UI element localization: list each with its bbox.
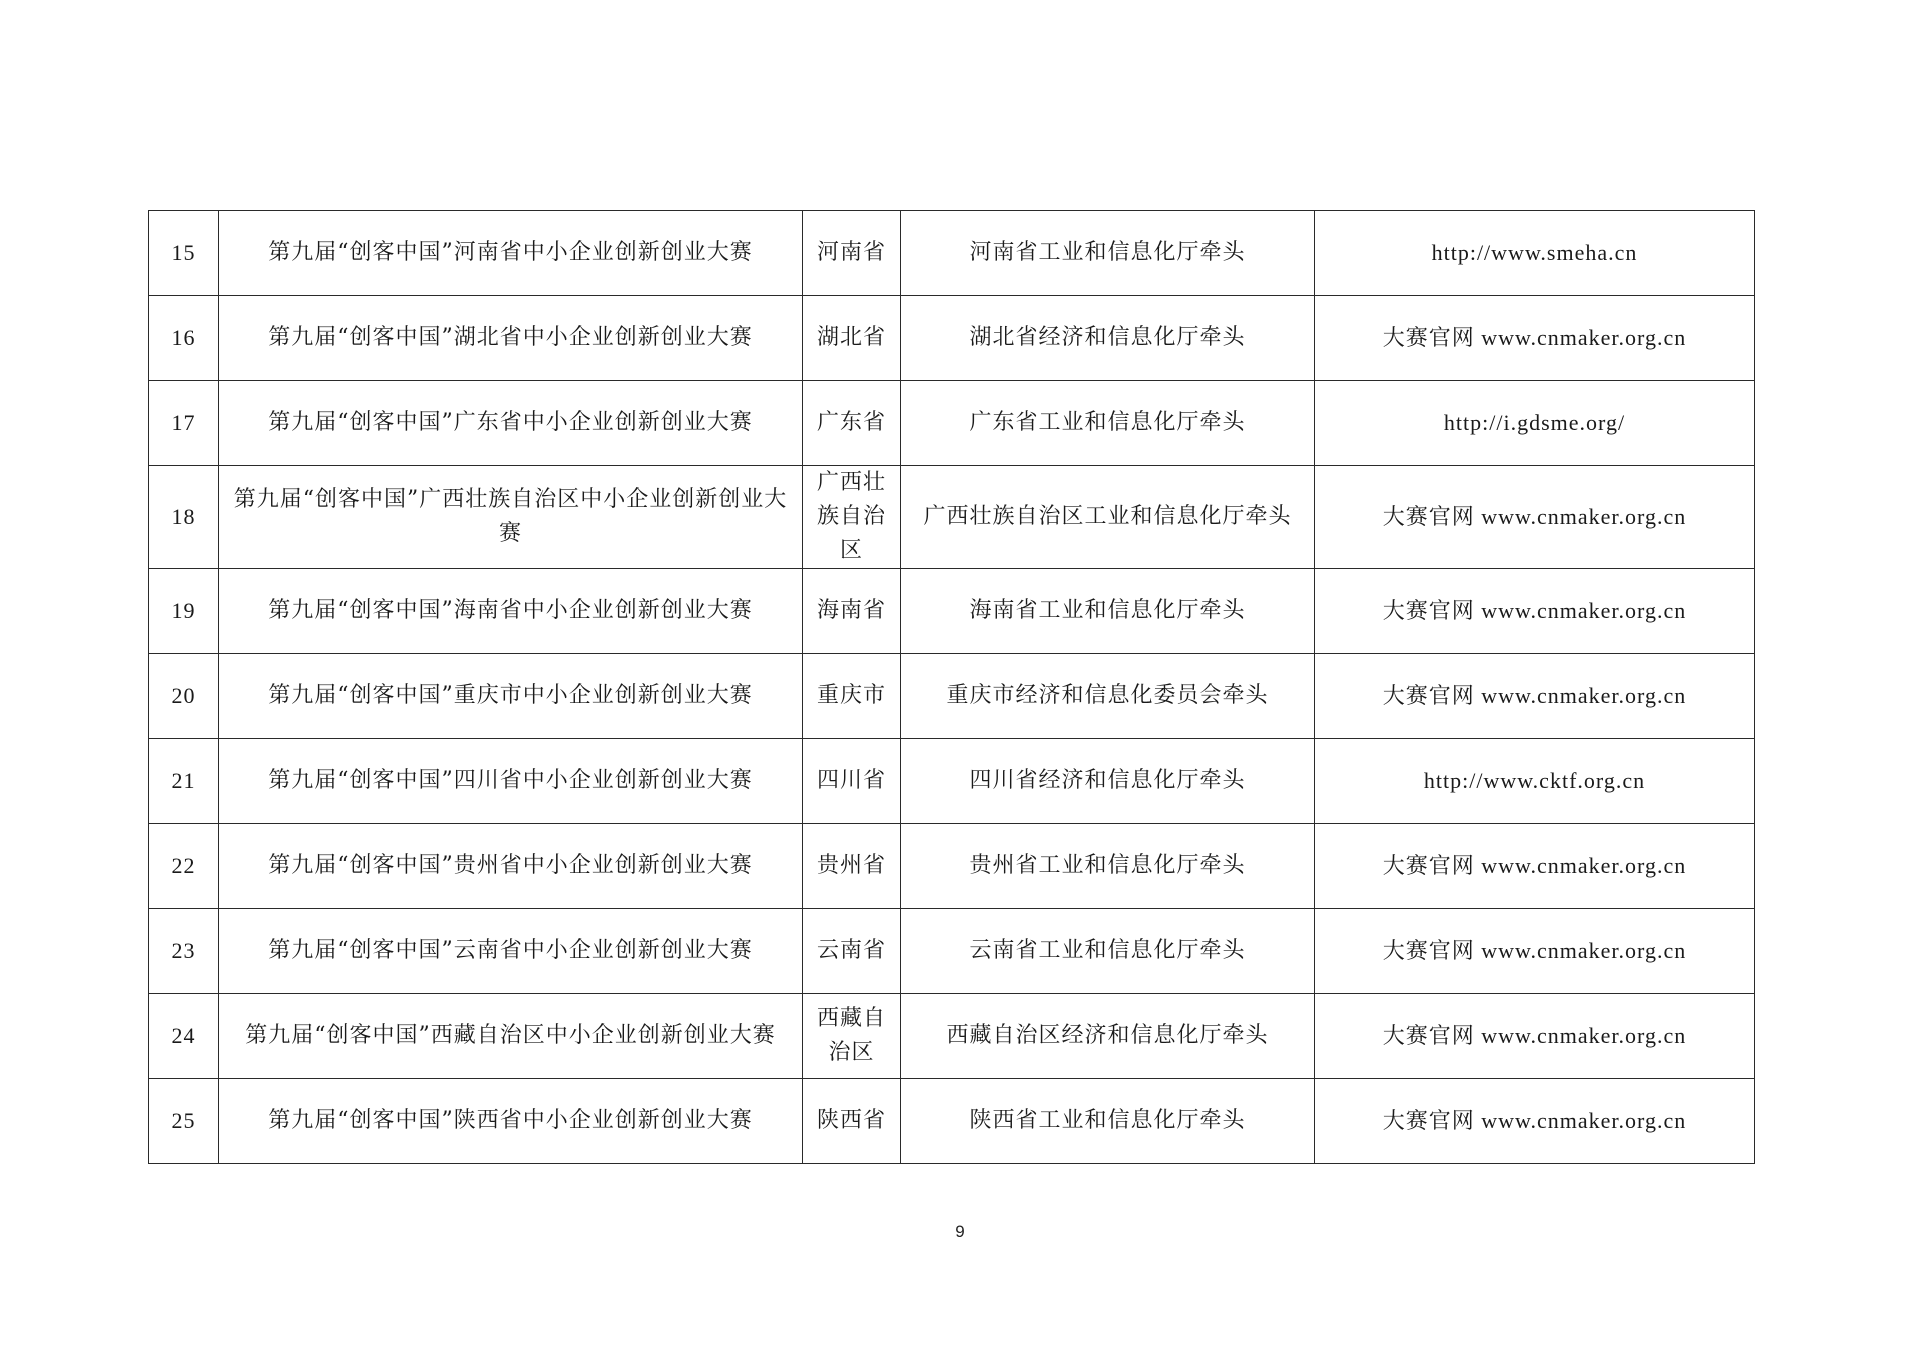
region: 西藏自治区 [803, 994, 901, 1079]
region: 四川省 [803, 739, 901, 824]
website: 大赛官网 www.cnmaker.org.cn [1315, 654, 1755, 739]
contest-name: 第九届“创客中国”陕西省中小企业创新创业大赛 [219, 1079, 803, 1164]
contest-table-container [148, 210, 1754, 1164]
organizer: 贵州省工业和信息化厅牵头 [901, 824, 1315, 909]
organizer: 重庆市经济和信息化委员会牵头 [901, 654, 1315, 739]
table-row [149, 466, 1755, 569]
contest-name: 第九届“创客中国”贵州省中小企业创新创业大赛 [219, 824, 803, 909]
website: 大赛官网 www.cnmaker.org.cn [1315, 466, 1755, 569]
table-row [149, 909, 1755, 994]
website: 大赛官网 www.cnmaker.org.cn [1315, 824, 1755, 909]
website: 大赛官网 www.cnmaker.org.cn [1315, 909, 1755, 994]
organizer: 海南省工业和信息化厅牵头 [901, 569, 1315, 654]
website: http://www.smeha.cn [1315, 211, 1755, 296]
contest-name: 第九届“创客中国”四川省中小企业创新创业大赛 [219, 739, 803, 824]
contest-name: 第九届“创客中国”湖北省中小企业创新创业大赛 [219, 296, 803, 381]
row-number: 24 [149, 994, 219, 1079]
table-row [149, 296, 1755, 381]
row-number: 15 [149, 211, 219, 296]
row-number: 17 [149, 381, 219, 466]
row-number: 21 [149, 739, 219, 824]
table-row [149, 1079, 1755, 1164]
contest-name: 第九届“创客中国”西藏自治区中小企业创新创业大赛 [219, 994, 803, 1079]
table-row [149, 569, 1755, 654]
contest-name: 第九届“创客中国”广西壮族自治区中小企业创新创业大赛 [219, 466, 803, 569]
organizer: 湖北省经济和信息化厅牵头 [901, 296, 1315, 381]
organizer: 广西壮族自治区工业和信息化厅牵头 [901, 466, 1315, 569]
website: 大赛官网 www.cnmaker.org.cn [1315, 994, 1755, 1079]
organizer: 陕西省工业和信息化厅牵头 [901, 1079, 1315, 1164]
row-number: 25 [149, 1079, 219, 1164]
organizer: 广东省工业和信息化厅牵头 [901, 381, 1315, 466]
contest-name: 第九届“创客中国”重庆市中小企业创新创业大赛 [219, 654, 803, 739]
website: 大赛官网 www.cnmaker.org.cn [1315, 296, 1755, 381]
table-row [149, 739, 1755, 824]
contest-name: 第九届“创客中国”广东省中小企业创新创业大赛 [219, 381, 803, 466]
row-number: 23 [149, 909, 219, 994]
table-row [149, 654, 1755, 739]
row-number: 20 [149, 654, 219, 739]
table-row [149, 211, 1755, 296]
website: 大赛官网 www.cnmaker.org.cn [1315, 1079, 1755, 1164]
contest-table-body [149, 211, 1755, 1164]
website: http://www.cktf.org.cn [1315, 739, 1755, 824]
organizer: 西藏自治区经济和信息化厅牵头 [901, 994, 1315, 1079]
region: 重庆市 [803, 654, 901, 739]
table-row [149, 824, 1755, 909]
contest-name: 第九届“创客中国”云南省中小企业创新创业大赛 [219, 909, 803, 994]
organizer: 云南省工业和信息化厅牵头 [901, 909, 1315, 994]
region: 河南省 [803, 211, 901, 296]
contest-name: 第九届“创客中国”海南省中小企业创新创业大赛 [219, 569, 803, 654]
table-row [149, 994, 1755, 1079]
region: 广西壮族自治区 [803, 466, 901, 569]
row-number: 18 [149, 466, 219, 569]
website: 大赛官网 www.cnmaker.org.cn [1315, 569, 1755, 654]
region: 云南省 [803, 909, 901, 994]
region: 海南省 [803, 569, 901, 654]
region: 湖北省 [803, 296, 901, 381]
organizer: 河南省工业和信息化厅牵头 [901, 211, 1315, 296]
region: 广东省 [803, 381, 901, 466]
region: 陕西省 [803, 1079, 901, 1164]
page-number: 9 [955, 1222, 965, 1241]
website: http://i.gdsme.org/ [1315, 381, 1755, 466]
row-number: 19 [149, 569, 219, 654]
row-number: 22 [149, 824, 219, 909]
contest-table [148, 210, 1755, 1164]
region: 贵州省 [803, 824, 901, 909]
organizer: 四川省经济和信息化厅牵头 [901, 739, 1315, 824]
table-row [149, 381, 1755, 466]
contest-name: 第九届“创客中国”河南省中小企业创新创业大赛 [219, 211, 803, 296]
row-number: 16 [149, 296, 219, 381]
